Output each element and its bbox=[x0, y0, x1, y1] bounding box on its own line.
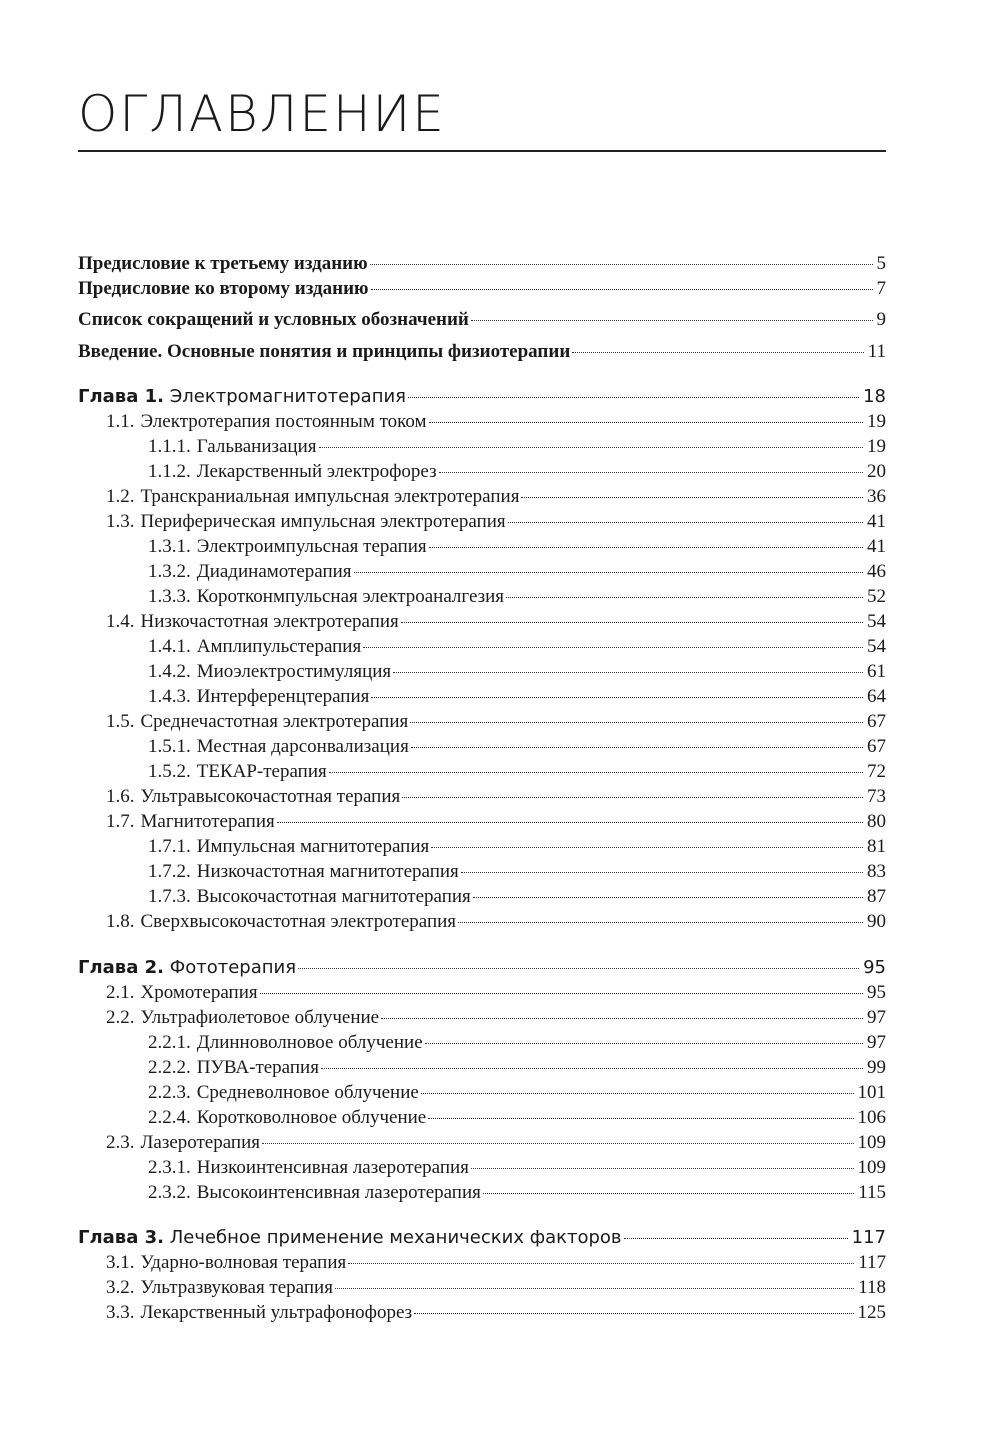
page-number: 19 bbox=[867, 436, 886, 457]
toc-entry-label bbox=[78, 1130, 260, 1156]
toc-entry-label bbox=[78, 1005, 379, 1031]
section-number: 1.1.1. bbox=[148, 436, 191, 457]
toc-section-entry[interactable] bbox=[78, 584, 886, 610]
toc-section-entry[interactable] bbox=[78, 1180, 886, 1206]
page-number: 106 bbox=[857, 1107, 886, 1128]
page-number: 81 bbox=[867, 836, 886, 857]
toc-entry-label bbox=[78, 609, 399, 635]
page-title: ОГЛАВЛЕНИЕ bbox=[78, 85, 446, 143]
page-number: 67 bbox=[867, 736, 886, 757]
toc-entry-label bbox=[78, 709, 408, 735]
title-divider bbox=[78, 150, 886, 152]
toc-entry-label bbox=[78, 859, 459, 885]
dot-leader bbox=[277, 822, 863, 823]
section-number: 3.1. bbox=[106, 1252, 135, 1273]
page-number: 80 bbox=[867, 811, 886, 832]
dot-leader bbox=[429, 547, 863, 548]
section-number: 1.4.2. bbox=[148, 661, 191, 682]
toc-entry-label bbox=[78, 1080, 419, 1106]
section-title: Среднечастотная электротерапия bbox=[140, 711, 409, 732]
dot-leader bbox=[262, 1143, 853, 1144]
section-number: 2.1. bbox=[106, 982, 135, 1003]
section-title: Электроимпульсная терапия bbox=[196, 536, 427, 557]
toc-section-entry[interactable] bbox=[78, 659, 886, 685]
page-number: 109 bbox=[857, 1157, 886, 1178]
dot-leader bbox=[458, 922, 863, 923]
toc-section-entry[interactable] bbox=[78, 409, 886, 435]
toc-section-entry[interactable] bbox=[78, 509, 886, 535]
page-number: 54 bbox=[867, 636, 886, 657]
page-number: 101 bbox=[857, 1082, 886, 1103]
page-number: 73 bbox=[867, 786, 886, 807]
section-title: Низкочастотная электротерапия bbox=[140, 611, 399, 632]
toc-section-entry[interactable] bbox=[78, 734, 886, 760]
section-title: Низкочастотная магнитотерапия bbox=[196, 861, 459, 882]
dot-leader bbox=[319, 447, 863, 448]
section-number: 1.6. bbox=[106, 786, 135, 807]
page-number: 83 bbox=[867, 861, 886, 882]
toc-front-entry[interactable] bbox=[78, 276, 886, 302]
page-number: 5 bbox=[876, 253, 886, 274]
toc-section-entry[interactable] bbox=[78, 1105, 886, 1131]
page-number: 117 bbox=[858, 1252, 886, 1273]
dot-leader bbox=[471, 320, 873, 321]
toc-entry-label bbox=[78, 884, 471, 910]
page-number: 64 bbox=[867, 686, 886, 707]
toc-entry-label bbox=[78, 1250, 346, 1276]
page-number: 118 bbox=[858, 1277, 886, 1298]
section-number: 2.2.1. bbox=[148, 1032, 191, 1053]
dot-leader bbox=[335, 1288, 854, 1289]
dot-leader bbox=[473, 897, 863, 898]
toc-section-entry[interactable] bbox=[78, 534, 886, 560]
section-number: 1.2. bbox=[106, 486, 135, 507]
dot-leader bbox=[572, 352, 863, 353]
toc-section-entry[interactable] bbox=[78, 784, 886, 810]
toc-section-entry[interactable] bbox=[78, 434, 886, 460]
section-number: 1.1.2. bbox=[148, 461, 191, 482]
section-number: 2.3.2. bbox=[148, 1182, 191, 1203]
dot-leader bbox=[428, 1118, 853, 1119]
section-number: 1.5.1. bbox=[148, 736, 191, 757]
section-number: 1.3. bbox=[106, 511, 135, 532]
section-title: Средневолновое облучение bbox=[196, 1082, 419, 1103]
toc-section-entry[interactable] bbox=[78, 634, 886, 660]
section-title: Лекарственный ультрафонофорез bbox=[140, 1302, 413, 1323]
section-title: Высокочастотная магнитотерапия bbox=[196, 886, 471, 907]
section-title: Ультравысокочастотная терапия bbox=[140, 786, 401, 807]
section-number: 1.8. bbox=[106, 911, 135, 932]
toc-entry-label bbox=[78, 834, 429, 860]
toc-entry-label bbox=[78, 1275, 333, 1301]
dot-leader bbox=[410, 722, 863, 723]
toc-entry-label bbox=[78, 1225, 622, 1251]
toc-section-entry[interactable] bbox=[78, 1275, 886, 1301]
toc-entry-label bbox=[78, 659, 391, 685]
dot-leader bbox=[506, 597, 863, 598]
toc-entry-label bbox=[78, 955, 296, 981]
toc-entry-label bbox=[78, 809, 275, 835]
toc-entry-label bbox=[78, 384, 406, 410]
toc-entry-label bbox=[78, 409, 427, 435]
page-number: 125 bbox=[857, 1302, 886, 1323]
section-number: 1.1. bbox=[106, 411, 135, 432]
toc-entry-label: Предисловие к третьему изданию bbox=[78, 253, 368, 274]
dot-leader bbox=[461, 872, 863, 873]
toc-front-entry[interactable] bbox=[78, 251, 886, 277]
section-number: 1.3.3. bbox=[148, 586, 191, 607]
dot-leader bbox=[431, 847, 863, 848]
chapter-number: Глава 1. bbox=[78, 386, 164, 407]
chapter-title: Электромагнитотерапия bbox=[169, 386, 406, 407]
toc-section-entry[interactable] bbox=[78, 1155, 886, 1181]
section-number: 2.2.2. bbox=[148, 1057, 191, 1078]
toc-entry-label bbox=[78, 1105, 426, 1131]
toc-section-entry[interactable] bbox=[78, 559, 886, 585]
dot-leader bbox=[321, 1068, 863, 1069]
page-number: 97 bbox=[867, 1032, 886, 1053]
toc-section-entry[interactable] bbox=[78, 609, 886, 635]
page-number: 41 bbox=[867, 511, 886, 532]
page-number: 67 bbox=[867, 711, 886, 732]
toc-entry-label bbox=[78, 484, 519, 510]
section-number: 1.7.2. bbox=[148, 861, 191, 882]
toc-entry-label bbox=[78, 1055, 319, 1081]
dot-leader bbox=[260, 993, 863, 994]
dot-leader bbox=[425, 1043, 863, 1044]
toc-section-entry[interactable] bbox=[78, 1130, 886, 1156]
toc-entry-label bbox=[78, 1180, 481, 1206]
toc-section-entry[interactable] bbox=[78, 459, 886, 485]
toc-entry-label bbox=[78, 559, 352, 585]
toc-section-entry[interactable] bbox=[78, 1005, 886, 1031]
dot-leader bbox=[371, 289, 873, 290]
page-number: 52 bbox=[867, 586, 886, 607]
toc-entry-label bbox=[78, 759, 327, 785]
section-number: 1.7.3. bbox=[148, 886, 191, 907]
section-title: Коротковолновое облучение bbox=[196, 1107, 427, 1128]
section-number: 1.5.2. bbox=[148, 761, 191, 782]
page-number: 115 bbox=[858, 1182, 886, 1203]
section-title: Сверхвысокочастотная электротерапия bbox=[140, 911, 457, 932]
page-number: 18 bbox=[863, 386, 886, 407]
dot-leader bbox=[483, 1193, 854, 1194]
dot-leader bbox=[354, 572, 863, 573]
dot-leader bbox=[624, 1238, 848, 1239]
page-number: 19 bbox=[867, 411, 886, 432]
toc-entry-label bbox=[78, 784, 400, 810]
page-number: 97 bbox=[867, 1007, 886, 1028]
section-number: 2.3.1. bbox=[148, 1157, 191, 1178]
dot-leader bbox=[370, 264, 873, 265]
section-title: Местная дарсонвализация bbox=[196, 736, 409, 757]
section-number: 1.7. bbox=[106, 811, 135, 832]
section-number: 2.2.4. bbox=[148, 1107, 191, 1128]
toc-section-entry[interactable] bbox=[78, 1080, 886, 1106]
toc-entry-label: Введение. Основные понятия и принципы физиотерапии bbox=[78, 341, 571, 362]
page-number: 9 bbox=[876, 309, 886, 330]
section-number: 1.3.1. bbox=[148, 536, 191, 557]
toc-front-entry[interactable] bbox=[78, 339, 886, 365]
dot-leader bbox=[421, 1093, 854, 1094]
section-title: Импульсная магнитотерапия bbox=[196, 836, 430, 857]
dot-leader bbox=[402, 797, 863, 798]
toc-chapter-entry[interactable] bbox=[78, 1225, 886, 1251]
dot-leader bbox=[429, 422, 863, 423]
toc-section-entry[interactable] bbox=[78, 884, 886, 910]
page-number: 7 bbox=[876, 278, 886, 299]
section-number: 1.3.2. bbox=[148, 561, 191, 582]
section-number: 2.3. bbox=[106, 1132, 135, 1153]
page-number: 46 bbox=[867, 561, 886, 582]
toc-section-entry[interactable] bbox=[78, 909, 886, 935]
toc-section-entry[interactable] bbox=[78, 1250, 886, 1276]
dot-leader bbox=[508, 522, 863, 523]
chapter-number: Глава 3. bbox=[78, 1227, 164, 1248]
section-title: Миоэлектростимуляция bbox=[196, 661, 392, 682]
page-number: 11 bbox=[867, 341, 886, 362]
page-number: 90 bbox=[867, 911, 886, 932]
section-number: 1.4. bbox=[106, 611, 135, 632]
toc-entry-label bbox=[78, 980, 258, 1006]
section-title: Хромотерапия bbox=[140, 982, 258, 1003]
toc-front-entry[interactable] bbox=[78, 307, 886, 333]
section-title: Коротконмпульсная электроаналгезия bbox=[196, 586, 505, 607]
chapter-number: Глава 2. bbox=[78, 957, 164, 978]
dot-leader bbox=[393, 672, 863, 673]
toc-section-entry[interactable] bbox=[78, 709, 886, 735]
toc-entry-label bbox=[78, 684, 369, 710]
page-number: 54 bbox=[867, 611, 886, 632]
page-number: 72 bbox=[867, 761, 886, 782]
page-number: 41 bbox=[867, 536, 886, 557]
toc-entry-label: Предисловие ко второму изданию bbox=[78, 278, 369, 299]
section-title: ТЕКАР-терапия bbox=[196, 761, 327, 782]
toc-section-entry[interactable] bbox=[78, 684, 886, 710]
section-title: Амплипульстерапия bbox=[196, 636, 362, 657]
section-title: Электротерапия постоянным током bbox=[140, 411, 427, 432]
section-title: Диадинамотерапия bbox=[196, 561, 352, 582]
page-number: 87 bbox=[867, 886, 886, 907]
toc-entry-label bbox=[78, 634, 361, 660]
toc-section-entry[interactable] bbox=[78, 809, 886, 835]
section-title: Ультразвуковая терапия bbox=[140, 1277, 333, 1298]
dot-leader bbox=[471, 1168, 854, 1169]
chapter-title: Лечебное применение механических факторов bbox=[169, 1227, 622, 1248]
page-number: 99 bbox=[867, 1057, 886, 1078]
section-number: 2.2. bbox=[106, 1007, 135, 1028]
section-title: Интерференцтерапия bbox=[196, 686, 370, 707]
page-number: 36 bbox=[867, 486, 886, 507]
page-number: 61 bbox=[867, 661, 886, 682]
dot-leader bbox=[348, 1263, 854, 1264]
dot-leader bbox=[381, 1018, 863, 1019]
dot-leader bbox=[363, 647, 863, 648]
toc-entry-label bbox=[78, 1030, 423, 1056]
section-title: Лекарственный электрофорез bbox=[196, 461, 437, 482]
toc-section-entry[interactable] bbox=[78, 834, 886, 860]
dot-leader bbox=[414, 1313, 853, 1314]
toc-entry-label bbox=[78, 459, 437, 485]
toc-entry-label bbox=[78, 1300, 412, 1326]
toc-section-entry[interactable] bbox=[78, 980, 886, 1006]
toc-section-entry[interactable] bbox=[78, 1030, 886, 1056]
page-number: 117 bbox=[851, 1227, 886, 1248]
dot-leader bbox=[401, 622, 863, 623]
toc-entry-label bbox=[78, 734, 409, 760]
section-title: Ультрафиолетовое облучение bbox=[140, 1007, 380, 1028]
section-number: 1.4.3. bbox=[148, 686, 191, 707]
chapter-title: Фототерапия bbox=[169, 957, 297, 978]
toc-entry-label bbox=[78, 1155, 469, 1181]
section-title: Длинноволновое облучение bbox=[196, 1032, 423, 1053]
toc-section-entry[interactable] bbox=[78, 859, 886, 885]
toc-section-entry[interactable] bbox=[78, 1055, 886, 1081]
section-title: Ударно-волновая терапия bbox=[140, 1252, 347, 1273]
dot-leader bbox=[521, 497, 863, 498]
dot-leader bbox=[371, 697, 863, 698]
page-number: 95 bbox=[867, 982, 886, 1003]
section-title: Гальванизация bbox=[196, 436, 317, 457]
toc-entry-label bbox=[78, 909, 456, 935]
section-number: 1.7.1. bbox=[148, 836, 191, 857]
page-number: 95 bbox=[863, 957, 886, 978]
section-title: Низкоинтенсивная лазеротерапия bbox=[196, 1157, 469, 1178]
section-number: 1.4.1. bbox=[148, 636, 191, 657]
dot-leader bbox=[439, 472, 863, 473]
toc-entry-label bbox=[78, 534, 427, 560]
toc-entry-label bbox=[78, 434, 317, 460]
toc-entry-label bbox=[78, 509, 506, 535]
section-title: ПУВА-терапия bbox=[196, 1057, 319, 1078]
section-number: 1.5. bbox=[106, 711, 135, 732]
toc-section-entry[interactable] bbox=[78, 759, 886, 785]
dot-leader bbox=[329, 772, 863, 773]
section-title: Высокоинтенсивная лазеротерапия bbox=[196, 1182, 481, 1203]
section-title: Лазеротерапия bbox=[140, 1132, 261, 1153]
dot-leader bbox=[408, 397, 859, 398]
section-number: 3.2. bbox=[106, 1277, 135, 1298]
section-number: 3.3. bbox=[106, 1302, 135, 1323]
page-number: 20 bbox=[867, 461, 886, 482]
toc-entry-label: Список сокращений и условных обозначений bbox=[78, 309, 469, 330]
toc-entry-label bbox=[78, 584, 504, 610]
section-number: 2.2.3. bbox=[148, 1082, 191, 1103]
dot-leader bbox=[411, 747, 863, 748]
toc-chapter-entry[interactable] bbox=[78, 384, 886, 410]
section-title: Магнитотерапия bbox=[140, 811, 275, 832]
toc-section-entry[interactable] bbox=[78, 1300, 886, 1326]
dot-leader bbox=[298, 968, 859, 969]
section-title: Периферическая импульсная электротерапия bbox=[140, 511, 506, 532]
page-number: 109 bbox=[857, 1132, 886, 1153]
toc-section-entry[interactable] bbox=[78, 484, 886, 510]
toc-chapter-entry[interactable] bbox=[78, 955, 886, 981]
section-title: Транскраниальная импульсная электротерапия bbox=[140, 486, 520, 507]
